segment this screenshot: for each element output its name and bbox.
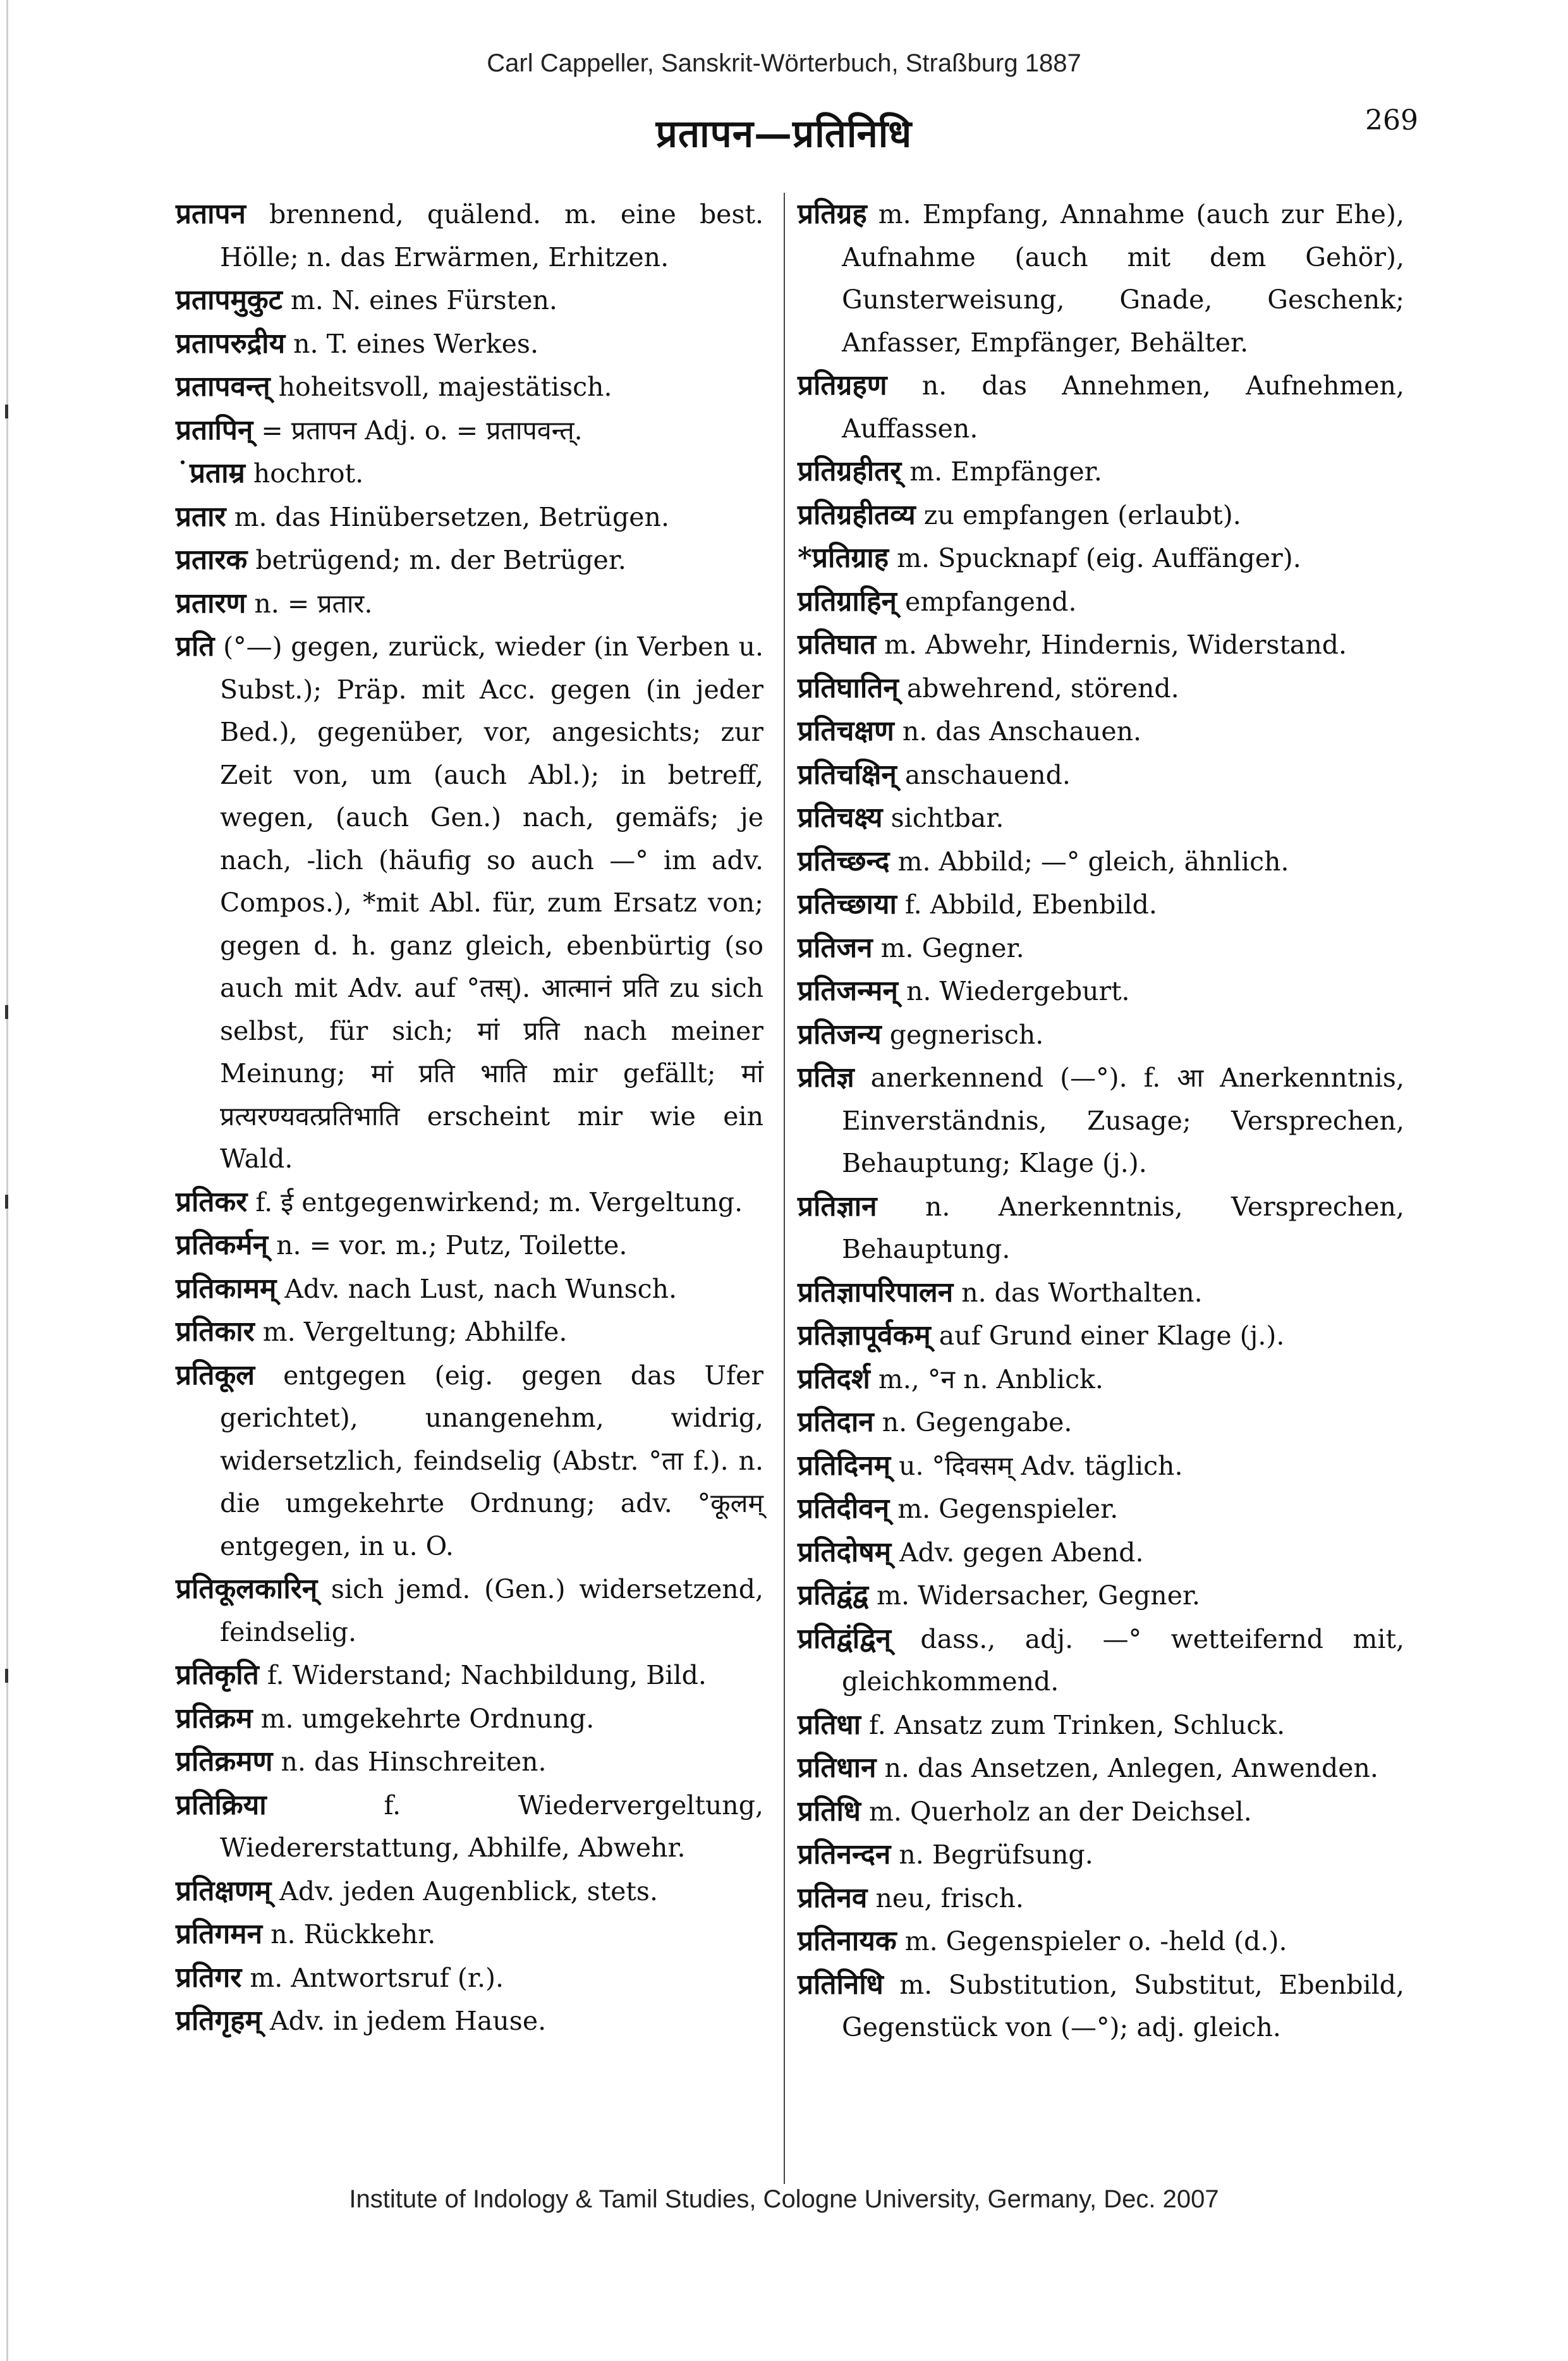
entry-definition: abwehrend, störend. bbox=[906, 673, 1179, 704]
source-credit: Carl Cappeller, Sanskrit-Wörterbuch, Straßburg 1887 bbox=[487, 49, 1081, 77]
entry-headword: प्रतिज्ञ bbox=[798, 1061, 854, 1094]
dictionary-entry bbox=[176, 452, 763, 496]
dictionary-entry bbox=[798, 1704, 1404, 1747]
dictionary-entry bbox=[176, 496, 763, 539]
dictionary-entry bbox=[798, 667, 1404, 711]
entry-headword: प्रतापन bbox=[176, 198, 246, 230]
entry-headword: प्रतिकर bbox=[176, 1185, 248, 1218]
dictionary-entry bbox=[798, 1877, 1404, 1920]
entry-headword: प्रतिदर्श bbox=[798, 1362, 870, 1395]
dictionary-entry bbox=[798, 537, 1404, 580]
entry-headword: प्रतिधा bbox=[798, 1708, 861, 1741]
dictionary-entry bbox=[798, 1531, 1404, 1575]
entry-definition: Adv. in jedem Hause. bbox=[270, 2006, 547, 2036]
entry-definition: anerkennend (—°). f. आ Anerkenntnis, Einverständnis, Zusage; Versprechen, Behauptung; Klage (j.). bbox=[842, 1063, 1404, 1178]
dictionary-entry bbox=[176, 1224, 763, 1267]
dictionary-entry bbox=[798, 494, 1404, 537]
entry-definition: empfangend. bbox=[904, 586, 1077, 617]
entry-headword: प्रतापरुद्रीय bbox=[176, 327, 286, 360]
entry-definition: n. Gegengabe. bbox=[882, 1407, 1073, 1437]
dictionary-entry bbox=[176, 1697, 763, 1741]
entry-definition: m. Gegner. bbox=[880, 932, 1024, 963]
entry-headword: प्रतिकूलकारिन् bbox=[176, 1573, 318, 1605]
dictionary-entry bbox=[176, 1913, 763, 1956]
entry-headword: प्रतिचक्ष्य bbox=[798, 802, 883, 834]
entry-headword: प्रतिक्रिया bbox=[176, 1788, 267, 1821]
left-column bbox=[176, 193, 763, 2043]
entry-headword: प्रतिकामम् bbox=[176, 1272, 277, 1305]
entry-definition: m. Widersacher, Gegner. bbox=[877, 1580, 1201, 1611]
entry-definition: anschauend. bbox=[904, 759, 1071, 790]
dictionary-entry bbox=[176, 409, 763, 453]
entry-headword: प्रतिग्रहण bbox=[798, 369, 887, 401]
dictionary-entry bbox=[798, 1314, 1404, 1358]
entry-definition: dass., adj. —° wetteifernd mit, gleichkommend. bbox=[842, 1623, 1404, 1697]
entry-definition: gegnerisch. bbox=[889, 1019, 1044, 1050]
dictionary-entry bbox=[798, 1487, 1404, 1531]
entry-headword: प्रतिग्राहिन् bbox=[798, 585, 897, 618]
entry-headword: प्रतापवन्त् bbox=[176, 370, 270, 403]
entry-definition: sichtbar. bbox=[890, 803, 1004, 833]
entry-headword: प्रतिनायक bbox=[798, 1925, 897, 1957]
entry-definition: m. Gegenspieler o. -held (d.). bbox=[904, 1926, 1287, 1956]
entry-headword: प्रतिग्रहीतर् bbox=[798, 455, 902, 487]
dictionary-entry bbox=[176, 1956, 763, 2000]
entry-definition: m. das Hinübersetzen, Betrügen. bbox=[234, 501, 669, 532]
entry-definition: m. Abbild; —° gleich, ähnlich. bbox=[897, 846, 1289, 877]
dictionary-entry bbox=[798, 753, 1404, 797]
entry-headword: प्रतिजन्मन् bbox=[798, 975, 898, 1007]
entry-headword: प्रतिग्रहीतव्य bbox=[798, 498, 916, 531]
entry-definition: entgegen (eig. gegen das Ufer gerichtet), unangenehm, widrig, widersetzlich, feindselig (Abstr. °ता f.). n. die umgekehrte Ordnung; adv. °कूलम् entgegen, in u. O. bbox=[220, 1360, 763, 1561]
entry-headword: प्रतिदीवन् bbox=[798, 1492, 890, 1525]
entry-headword: प्रतिगर bbox=[176, 1961, 242, 1994]
entry-headword: प्रतिदोषम् bbox=[798, 1535, 892, 1568]
entry-headword: प्रतिचक्षण bbox=[798, 715, 894, 747]
dictionary-entry bbox=[798, 1185, 1404, 1271]
entry-definition: n. das Ansetzen, Anlegen, Anwenden. bbox=[884, 1753, 1378, 1783]
entry-headword: प्रतिदान bbox=[798, 1406, 874, 1438]
entry-definition: n. das Annehmen, Aufnehmen, Auffassen. bbox=[842, 370, 1404, 444]
running-head: प्रतापन—प्रतिनिधि bbox=[655, 112, 913, 156]
entry-headword: प्रतिद्वंद्विन् bbox=[798, 1622, 891, 1655]
dictionary-entry bbox=[176, 1310, 763, 1354]
dictionary-entry bbox=[798, 970, 1404, 1013]
dictionary-entry bbox=[176, 193, 763, 279]
dictionary-entry bbox=[176, 539, 763, 582]
entry-definition: brennend, quälend. m. eine best. Hölle; n. das Erwärmen, Erhitzen. bbox=[220, 199, 763, 272]
entry-definition: m. Spucknapf (eig. Auffänger). bbox=[897, 543, 1301, 573]
dictionary-entry bbox=[176, 1267, 763, 1311]
entry-definition: zu empfangen (erlaubt). bbox=[923, 499, 1241, 530]
entry-definition: m. umgekehrte Ordnung. bbox=[260, 1703, 595, 1734]
scan-mark bbox=[5, 1195, 8, 1209]
entry-headword: प्रतार bbox=[176, 500, 226, 533]
entry-definition: m. N. eines Fürsten. bbox=[290, 285, 557, 315]
page-number: 269 bbox=[1365, 104, 1418, 137]
entry-headword: प्रतारक bbox=[176, 544, 248, 576]
entry-headword: प्रतिनव bbox=[798, 1881, 868, 1914]
entry-definition: n. T. eines Werkes. bbox=[293, 328, 538, 359]
dictionary-entry bbox=[176, 1568, 763, 1654]
entry-definition: hoheitsvoll, majestätisch. bbox=[278, 372, 612, 402]
entry-headword: प्रतिद्वंद्व bbox=[798, 1579, 869, 1611]
entry-headword: प्रतिनिधि bbox=[798, 1968, 884, 2001]
dictionary-entry bbox=[798, 193, 1404, 364]
entry-definition: f. Abbild, Ebenbild. bbox=[904, 889, 1157, 920]
entry-headword: प्रति bbox=[176, 630, 215, 662]
dictionary-entry bbox=[798, 1618, 1404, 1704]
entry-headword: प्रतिदिनम् bbox=[798, 1449, 891, 1482]
dictionary-entry bbox=[798, 1833, 1404, 1877]
dictionary-entry bbox=[176, 1181, 763, 1224]
dictionary-entry bbox=[798, 450, 1404, 494]
entry-headword: प्रतापिन् bbox=[176, 413, 253, 446]
scan-mark bbox=[5, 1669, 8, 1683]
entry-definition: m. Vergeltung; Abhilfe. bbox=[262, 1317, 568, 1347]
entry-definition: m. Gegenspieler. bbox=[897, 1494, 1119, 1524]
entry-definition: n. Begrüfsung. bbox=[899, 1839, 1093, 1870]
entry-definition: m. Querholz an der Deichsel. bbox=[869, 1796, 1252, 1827]
entry-definition: f. Ansatz zum Trinken, Schluck. bbox=[869, 1709, 1285, 1740]
entry-headword: प्रतिघातिन् bbox=[798, 671, 899, 704]
entry-headword: प्रतिग्रह bbox=[798, 198, 867, 230]
scan-mark bbox=[5, 1005, 8, 1019]
entry-headword: प्रतिज्ञापरिपालन bbox=[798, 1276, 954, 1309]
entry-definition: n. = प्रतार. bbox=[254, 588, 373, 619]
scan-margin-line bbox=[6, 0, 8, 2361]
column-divider bbox=[784, 193, 785, 2184]
entry-definition: m. Antwortsruf (r.). bbox=[250, 1962, 504, 1993]
entry-headword: प्रतिक्रम bbox=[176, 1702, 253, 1735]
entry-definition: m. Abwehr, Hindernis, Widerstand. bbox=[884, 630, 1347, 660]
entry-definition: Adv. gegen Abend. bbox=[899, 1537, 1144, 1568]
dictionary-entry bbox=[798, 796, 1404, 840]
right-column bbox=[798, 193, 1404, 2049]
entry-definition: m. Substitution, Substitut, Ebenbild, Gegenstück von (—°); adj. gleich. bbox=[842, 1969, 1404, 2042]
dictionary-entry bbox=[798, 883, 1404, 927]
entry-headword: प्रतिघात bbox=[798, 628, 876, 661]
entry-definition: n. das Hinschreiten. bbox=[281, 1747, 547, 1777]
entry-headword: प्रतिज्ञान bbox=[798, 1190, 877, 1223]
dictionary-entry bbox=[176, 322, 763, 366]
entry-definition: f. Wiedervergeltung, Wiedererstattung, Abhilfe, Abwehr. bbox=[220, 1790, 763, 1863]
entry-headword: प्रतिचक्षिन् bbox=[798, 758, 897, 791]
dictionary-entry bbox=[176, 1740, 763, 1784]
entry-definition: neu, frisch. bbox=[875, 1882, 1024, 1913]
entry-definition: n. Wiedergeburt. bbox=[906, 976, 1130, 1006]
dictionary-entry bbox=[798, 927, 1404, 970]
entry-definition: u. °दिवसम् Adv. täglich. bbox=[899, 1450, 1183, 1481]
entry-headword: प्रतिक्रमण bbox=[176, 1745, 273, 1778]
entry-headword: प्रतिज्ञापूर्वकम् bbox=[798, 1319, 931, 1351]
entry-definition: auf Grund einer Klage (j.). bbox=[939, 1321, 1285, 1351]
entry-definition: f. Widerstand; Nachbildung, Bild. bbox=[267, 1660, 707, 1690]
entry-definition: n. das Worthalten. bbox=[961, 1277, 1203, 1308]
entry-definition: Adv. nach Lust, nach Wunsch. bbox=[284, 1273, 678, 1304]
entry-headword: प्रतिकार bbox=[176, 1315, 255, 1348]
entry-definition: n. = vor. m.; Putz, Toilette. bbox=[276, 1230, 628, 1260]
dictionary-entry bbox=[798, 580, 1404, 624]
dictionary-entry bbox=[798, 1401, 1404, 1444]
entry-definition: m., °न n. Anblick. bbox=[878, 1364, 1103, 1394]
dictionary-entry bbox=[176, 625, 763, 1181]
entry-headword: प्रतिजन bbox=[798, 931, 873, 964]
dictionary-entry bbox=[798, 1574, 1404, 1618]
dictionary-entry bbox=[798, 1963, 1404, 2049]
dictionary-entry bbox=[176, 1870, 763, 1913]
entry-headword: प्रतिगमन bbox=[176, 1918, 263, 1950]
entry-headword: प्रतिधान bbox=[798, 1752, 877, 1784]
dictionary-entry bbox=[798, 1920, 1404, 1963]
entry-definition: = प्रतापन Adj. o. = प्रतापवन्त्. bbox=[261, 415, 583, 446]
dictionary-entry bbox=[798, 623, 1404, 667]
dictionary-entry bbox=[176, 1354, 763, 1568]
dictionary-entry bbox=[798, 364, 1404, 450]
entry-definition: hochrot. bbox=[253, 458, 364, 489]
dictionary-entry bbox=[176, 279, 763, 322]
dictionary-entry bbox=[176, 582, 763, 626]
entry-headword: प्रतारण bbox=[176, 587, 246, 619]
footer-credit: Institute of Indology & Tamil Studies, Cologne University, Germany, Dec. 2007 bbox=[349, 2185, 1219, 2213]
entry-definition: n. das Anschauen. bbox=[902, 716, 1142, 747]
entry-headword: *प्रतिग्राह bbox=[798, 542, 889, 574]
entry-definition: m. Empfang, Annahme (auch zur Ehe), Aufnahme (auch mit dem Gehör), Gunsterweisung, Gnade, Geschenk; Anfasser, Empfänger, Behälter. bbox=[842, 199, 1404, 358]
entry-definition: m. Empfänger. bbox=[909, 456, 1102, 487]
dictionary-entry bbox=[798, 1790, 1404, 1834]
entry-headword: प्रतिकर्मन् bbox=[176, 1229, 269, 1261]
dictionary-entry bbox=[798, 1056, 1404, 1185]
entry-definition: Adv. jeden Augenblick, stets. bbox=[279, 1876, 658, 1906]
entry-headword: प्रतिकूल bbox=[176, 1358, 255, 1391]
entry-headword: प्रतिक्षणम् bbox=[176, 1874, 272, 1907]
entry-definition: n. Anerkenntnis, Versprechen, Behauptung. bbox=[842, 1191, 1404, 1264]
entry-headword: ˙प्रताम्र bbox=[176, 457, 245, 489]
entry-headword: प्रतिजन्य bbox=[798, 1018, 882, 1051]
dictionary-entry bbox=[798, 710, 1404, 753]
dictionary-entry bbox=[798, 840, 1404, 884]
dictionary-entry bbox=[798, 1444, 1404, 1488]
dictionary-entry bbox=[798, 1013, 1404, 1057]
dictionary-entry bbox=[176, 1999, 763, 2043]
entry-headword: प्रतिच्छाया bbox=[798, 888, 897, 920]
dictionary-entry bbox=[798, 1271, 1404, 1315]
scan-mark bbox=[5, 405, 8, 418]
dictionary-entry bbox=[176, 1784, 763, 1870]
entry-headword: प्रतापमुकुट bbox=[176, 284, 283, 316]
entry-headword: प्रतिच्छन्द bbox=[798, 845, 890, 877]
entry-headword: प्रतिनन्दन bbox=[798, 1838, 891, 1870]
entry-definition: (°—) gegen, zurück, wieder (in Verben u. Subst.); Präp. mit Acc. gegen (in jeder Bed.), gegenüber, vor, angesichts; zur Zeit von, um (auch Abl.); in betreff, wegen, (auch Gen.) nach, gemäfs; je nach, -lich (häufig so auch —° im adv. Compos.), *mit Abl. für, zum Ersatz von; gegen d. h. ganz gleich, ebenbürtig (so auch mit Adv. auf °तस्). आत्मानं प्रति zu sich selbst, für sich; मां प्रति nach meiner Meinung; मां प्रति भाति mir gefällt; मां प्रत्यरण्यवत्प्रतिभाति erscheint mir wie ein Wald. bbox=[220, 631, 763, 1174]
entry-headword: प्रतिधि bbox=[798, 1795, 861, 1827]
entry-headword: प्रतिगृहम् bbox=[176, 2004, 262, 2037]
entry-definition: f. ई entgegenwirkend; m. Vergeltung. bbox=[255, 1187, 743, 1217]
entry-headword: प्रतिकृति bbox=[176, 1659, 259, 1691]
dictionary-entry bbox=[798, 1358, 1404, 1401]
entry-definition: n. Rückkehr. bbox=[270, 1919, 436, 1949]
dictionary-entry bbox=[798, 1747, 1404, 1790]
entry-definition: sich jemd. (Gen.) widersetzend, feindselig. bbox=[220, 1574, 763, 1647]
dictionary-entry bbox=[176, 1654, 763, 1697]
dictionary-entry bbox=[176, 365, 763, 409]
entry-definition: betrügend; m. der Betrüger. bbox=[255, 545, 626, 575]
